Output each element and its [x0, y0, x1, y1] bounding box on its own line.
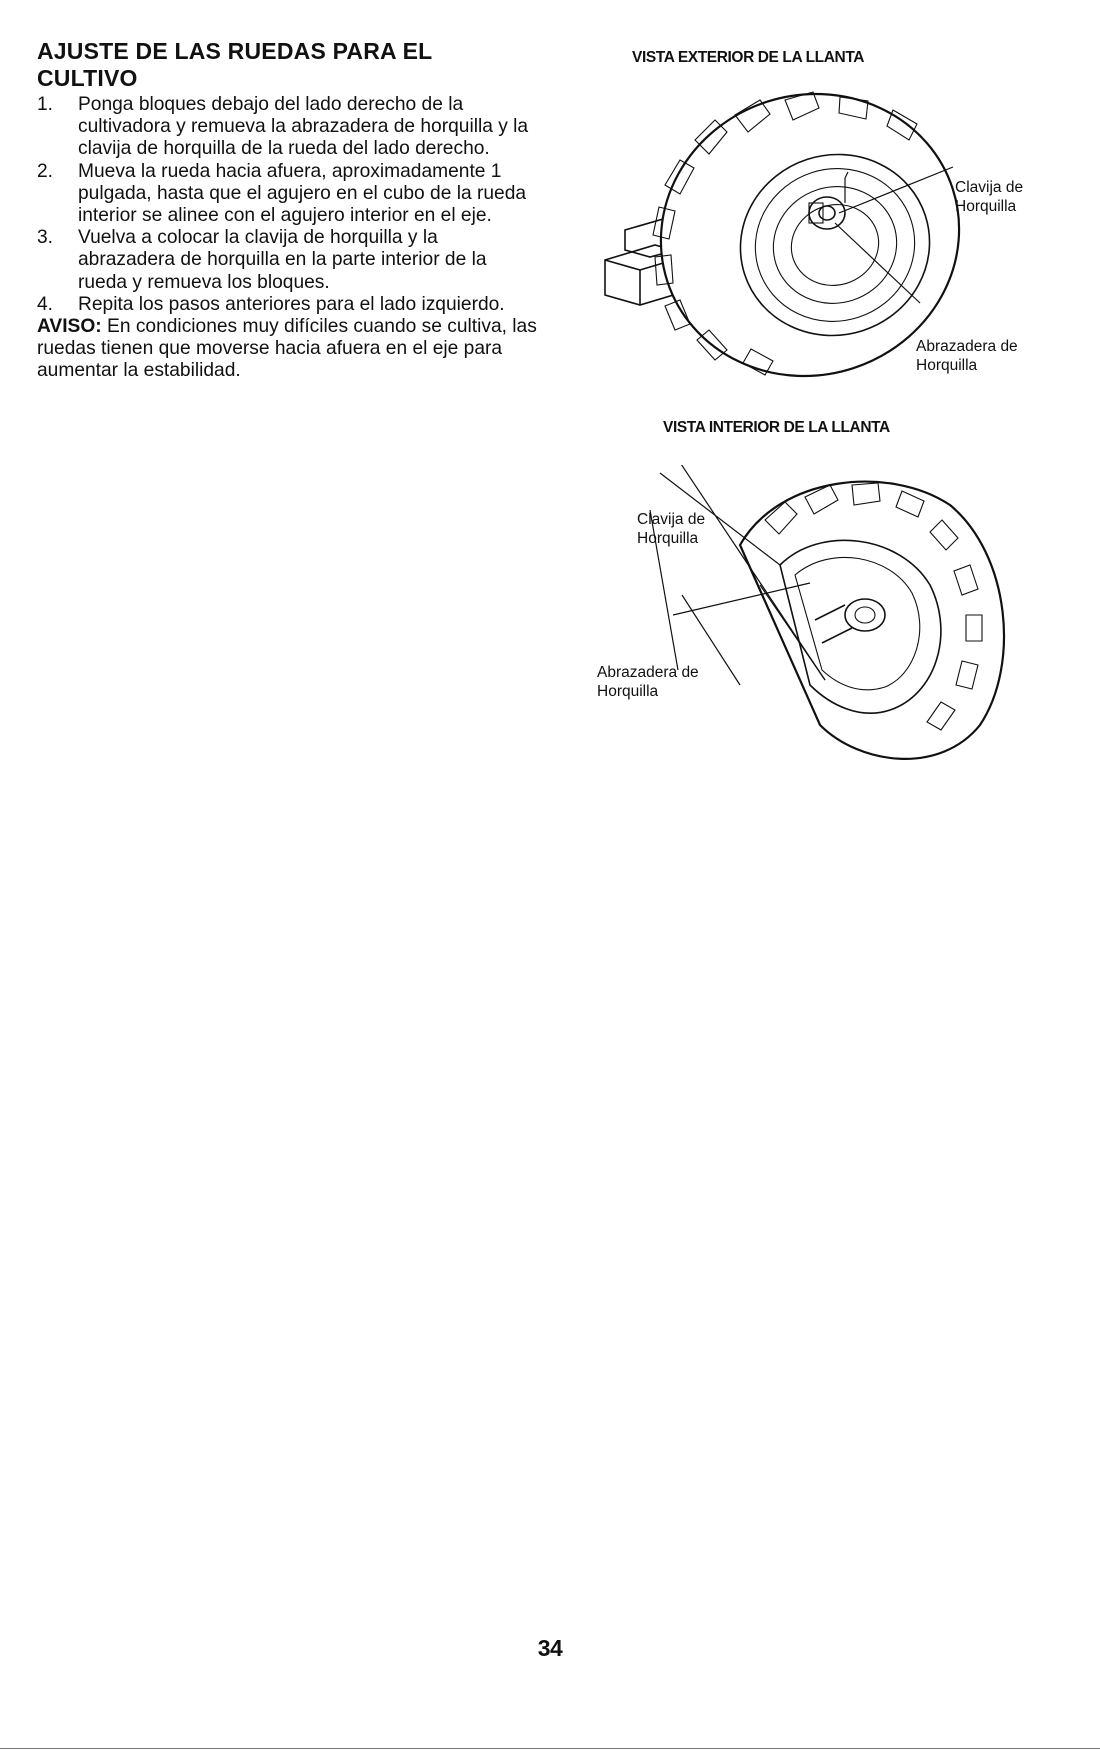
callout-line: Abrazadera de — [597, 664, 699, 681]
interior-view-title: VISTA INTERIOR DE LA LLANTA — [663, 419, 890, 436]
step-3 — [37, 227, 537, 294]
step-text: Mueva la rueda hacia afuera, aproximadamente 1 pulgada, hasta que el agujero en el cubo de la rueda interior se alinee con el agujero interior en el eje. — [78, 160, 527, 227]
bottom-rule — [0, 1748, 1100, 1749]
notice — [37, 316, 537, 383]
exterior-view-title: VISTA EXTERIOR DE LA LLANTA — [632, 49, 865, 66]
step-text: Ponga bloques debajo del lado derecho de la cultivadora y remueva la abrazadera de horquilla y la clavija de horquilla de la rueda del lado derecho. — [78, 94, 529, 160]
callout-line: Horquilla — [955, 198, 1017, 215]
notice-label: AVISO: — [37, 316, 102, 338]
callout-line: Horquilla — [916, 357, 978, 374]
interior-callout-pin — [637, 510, 705, 548]
step-number: 3. — [37, 227, 54, 249]
step-text: Vuelva a colocar la clavija de horquilla y la abrazadera de horquilla en la parte interior de la rueda y remueva los bloques. — [78, 227, 487, 293]
notice-text: En condiciones muy difíciles cuando se cultiva, las ruedas tienen que moverse hacia afuera en el eje para aumentar la estabilidad. — [37, 316, 537, 382]
step-4 — [37, 294, 537, 316]
callout-line: Clavija de — [637, 511, 706, 528]
interior-callout-clip — [597, 663, 699, 701]
exterior-callout-clip — [916, 337, 1018, 375]
step-number: 1. — [37, 94, 54, 115]
step-number: 4. — [37, 293, 54, 315]
tire — [740, 482, 1004, 759]
exterior-callout-pin — [955, 178, 1023, 216]
callout-line: Horquilla — [637, 530, 699, 547]
instructions-column — [37, 38, 537, 383]
steps-list — [37, 94, 537, 316]
page-number: 34 — [537, 1635, 563, 1661]
callout-line: Clavija de — [955, 179, 1024, 196]
section-title: AJUSTE DE LAS RUEDAS PARA EL CULTIVO — [37, 38, 432, 91]
step-number: 2. — [37, 160, 54, 182]
step-2 — [37, 161, 537, 228]
callout-line: Abrazadera de — [916, 338, 1018, 355]
step-text: Repita los pasos anteriores para el lado izquierdo. — [78, 293, 505, 315]
callout-line: Horquilla — [597, 683, 659, 700]
step-1 — [37, 94, 537, 161]
